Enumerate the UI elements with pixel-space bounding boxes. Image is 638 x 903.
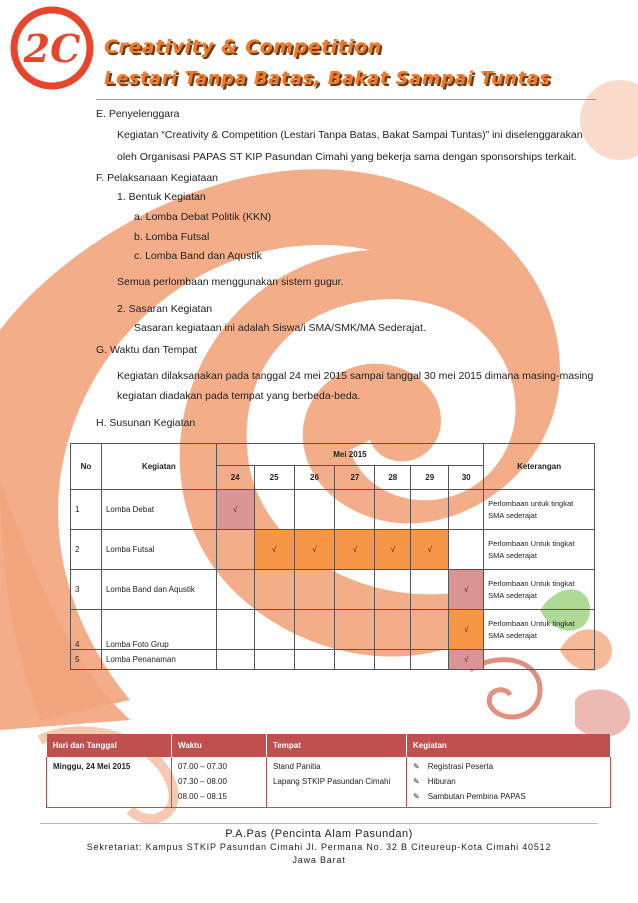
row-number: 2 [71,530,102,570]
day-cell [449,530,484,570]
keterangan-line: SMA sederajat [488,550,537,560]
day-cell: √ [254,530,294,570]
keterangan-cell [484,530,595,570]
agenda-activity-item [413,774,604,789]
section-f-text: Sasaran kegiataan ini adalah Siswa/i SMA/SMK/MA Sederajat. [134,322,426,334]
agenda-header-time: Waktu [172,734,267,757]
section-h-heading: H. Susunan Kegiatan [96,417,196,429]
footer-divider [40,823,598,824]
day-cell [254,610,294,650]
pencil-bullet-icon: ✎ [413,792,420,802]
keterangan-cell [484,610,595,650]
section-f-subitem: a. Lomba Debat Politik (KKN) [134,211,272,223]
day-cell [216,570,254,610]
agenda-activities [407,757,611,807]
activity-name: Lomba Futsal [101,530,216,570]
day-cell [216,530,254,570]
day-cell [294,570,335,610]
day-cell [294,490,335,530]
activity-name: Lomba Penanaman [101,650,216,670]
day-header: 30 [449,466,484,490]
agenda-header-activity: Kegiatan [407,734,611,757]
day-cell [375,650,411,670]
day-header: 29 [411,466,449,490]
schedule-row [71,490,595,530]
keterangan-cell [484,570,595,610]
keterangan-line: SMA sederajat [488,510,537,520]
row-number: 5 [71,650,102,670]
section-f-note: Semua perlombaan menggunakan sistem gugur. [117,276,344,288]
day-cell [375,570,411,610]
ornament-circle [580,80,638,160]
pencil-bullet-icon: ✎ [413,762,420,771]
footer-address: Sekretariat: Kampus STKIP Pasundan Cimahi Jl. Permana No. 32 B Citeureup-Kota Cimahi 40512 [86,842,552,852]
col-kegiatan-header: Kegiatan [101,444,216,490]
header-subtitle: Lestari Tanpa Batas, Bakat Sampai Tuntas [104,68,551,89]
logo-2c [6,6,98,90]
keterangan-line: SMA sederajat [488,630,537,640]
day-cell [335,490,375,530]
row-number: 1 [71,490,102,530]
keterangan-cell [484,490,595,530]
day-cell [294,610,335,650]
agenda-activity: Sambutan Pembina PAPAS [427,792,526,802]
day-cell [254,650,294,670]
agenda-activity: Registrasi Peserta [427,762,494,771]
day-cell [335,570,375,610]
day-cell: √ [335,530,375,570]
day-cell [335,610,375,650]
section-g-heading: G. Waktu dan Tempat [96,344,197,356]
day-cell [411,570,449,610]
header-divider [96,99,596,100]
agenda-time: 08.00 – 08.15 [178,792,227,802]
footer-org: P.A.Pas (Pencinta Alam Pasundan) [225,828,413,840]
section-f-subitem: b. Lomba Futsal [134,231,210,243]
activity-name: Lomba Foto Grup [101,610,216,650]
col-keterangan-header: Keterangan [484,444,595,490]
col-month-header: Mei 2015 [216,444,483,466]
agenda-header-date: Hari dan Tanggal [47,734,172,757]
day-cell [216,610,254,650]
agenda-day: Minggu, 24 Mei 2015 [47,757,172,807]
section-e-text: oleh Organisasi PAPAS ST KIP Pasundan Cimahi yang bekerja sama dengan sponsorships terkait. [117,151,577,163]
schedule-row [71,610,595,650]
day-header: 24 [216,466,254,490]
keterangan-line: Perlombaan Untuk tingkat [488,538,575,548]
agenda-activity-item [413,789,604,804]
agenda-place: Lapang STKIP Pasundan Cimahi [273,777,391,787]
day-header: 27 [335,466,375,490]
schedule-table [70,443,595,670]
keterangan-line: Perlombaan untuk tingkat [488,498,574,508]
day-cell [411,610,449,650]
day-cell: √ [449,570,484,610]
pink-blob [575,689,630,737]
pencil-bullet-icon: ✎ [413,777,420,787]
day-cell: √ [449,610,484,650]
day-cell: √ [216,490,254,530]
section-e-heading: E. Penyelenggara [96,108,180,120]
day-cell [449,490,484,530]
agenda-time: 07.30 – 08.00 [178,777,227,787]
day-cell [411,490,449,530]
keterangan-line: Perlombaan Untuk tingkat [488,618,575,628]
day-cell [254,570,294,610]
agenda-row [47,757,611,807]
day-cell [254,490,294,530]
activity-name: Lomba Debat [101,490,216,530]
activity-name: Lomba Band dan Aqustik [101,570,216,610]
day-header: 25 [254,466,294,490]
day-cell: √ [449,650,484,670]
schedule-row [71,530,595,570]
footer-province: Jawa Barat [292,855,346,865]
agenda-places [267,757,407,807]
schedule-row [71,650,595,670]
section-f-heading: F. Pelaksanaan Kegiataan [96,172,219,184]
section-g-text: kegiatan diadakan pada tempat yang berbeda-beda. [117,390,361,402]
day-cell: √ [294,530,335,570]
agenda-times [172,757,267,807]
section-f-item: 2. Sasaran Kegiatan [117,303,213,315]
agenda-activity-item [413,759,604,774]
day-cell [294,650,335,670]
day-header: 26 [294,466,335,490]
agenda-time: 07.00 – 07.30 [178,762,227,771]
row-number: 4 [71,610,102,650]
section-g-text: Kegiatan dilaksanakan pada tanggal 24 mei 2015 sampai tanggal 30 mei 2015 dimana masing-masing [117,370,594,382]
keterangan-cell [484,650,595,670]
agenda-table [46,734,611,808]
day-cell: √ [411,530,449,570]
header-title: Creativity & Competition [104,36,382,58]
day-header: 28 [375,466,411,490]
day-cell [375,610,411,650]
col-no-header: No [71,444,102,490]
keterangan-line: Perlombaan Untuk tingkat [488,578,575,588]
day-cell [335,650,375,670]
day-cell [411,650,449,670]
row-number: 3 [71,570,102,610]
keterangan-line: SMA sederajat [488,590,537,600]
section-e-text: Kegiatan “Creativity & Competition (Lestari Tanpa Batas, Bakat Sampai Tuntas)” ini diselenggarakan [117,129,583,141]
logo-text: 2C [23,26,81,71]
schedule-row [71,570,595,610]
section-f-subitem: c. Lomba Band dan Aqustik [134,250,262,262]
day-cell [375,490,411,530]
agenda-activity: Hiburan [427,777,456,787]
agenda-place: Stand Panitia [273,762,321,771]
section-f-item: 1. Bentuk Kegiatan [117,191,206,203]
agenda-header-place: Tempat [267,734,407,757]
day-cell [216,650,254,670]
day-cell: √ [375,530,411,570]
